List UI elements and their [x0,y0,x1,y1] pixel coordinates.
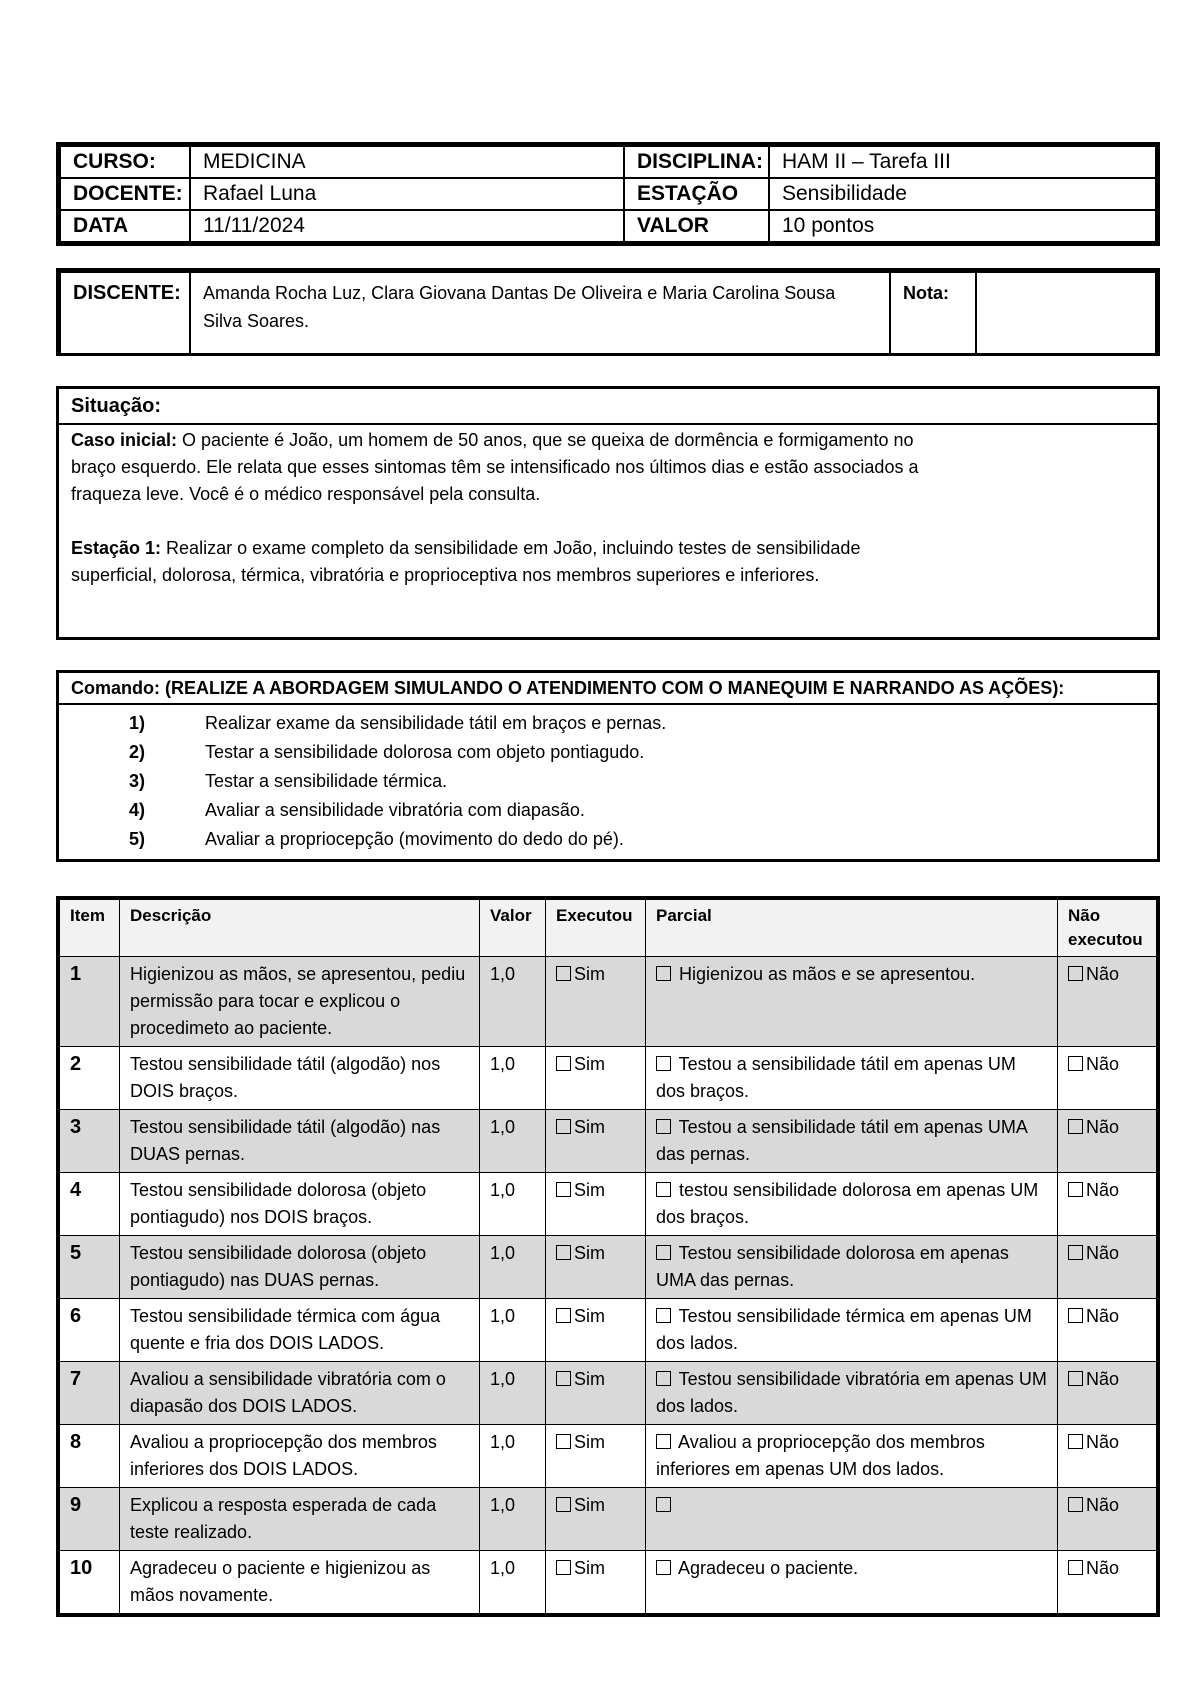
row-partial [646,1047,1058,1110]
partial-checkbox[interactable] [656,1308,671,1323]
row-not-executed [1058,1173,1157,1236]
command-box [56,670,1160,862]
executed-checkbox-label: Sim [574,1117,605,1137]
executed-checkbox[interactable] [556,1560,571,1575]
not-executed-checkbox[interactable] [1068,966,1083,981]
row-description: Testou sensibilidade dolorosa (objeto pontiagudo) nas DUAS pernas. [120,1236,480,1299]
not-executed-checkbox-label: Não [1086,1243,1120,1263]
command-item-text: Testar a sensibilidade dolorosa com objeto pontiagudo. [205,742,645,762]
row-partial [646,1299,1058,1362]
not-executed-checkbox-label: Não [1086,1180,1120,1200]
row-executed [546,1047,646,1110]
executed-checkbox-label: Sim [574,1243,605,1263]
not-executed-checkbox[interactable] [1068,1434,1083,1449]
row-description: Testou sensibilidade térmica com água quente e fria dos DOIS LADOS. [120,1299,480,1362]
row-not-executed [1058,1299,1157,1362]
executed-checkbox-label: Sim [574,1495,605,1515]
executed-checkbox-label: Sim [574,1558,605,1578]
date-label: DATA [60,210,190,242]
value-label: VALOR [624,210,769,242]
not-executed-checkbox-label: Não [1086,1432,1120,1452]
station-paragraph [71,535,951,589]
executed-checkbox-label: Sim [574,1306,605,1326]
row-not-executed [1058,1236,1157,1299]
row-item: 8 [60,1425,120,1488]
table-row [60,1362,1157,1425]
command-item-number: 2) [128,742,145,762]
not-executed-checkbox-label: Não [1086,1369,1120,1389]
row-item: 6 [60,1299,120,1362]
executed-checkbox[interactable] [556,1245,571,1260]
row-item: 2 [60,1047,120,1110]
case-label: Caso inicial: [71,430,178,450]
row-description: Testou sensibilidade tátil (algodão) nas DUAS pernas. [120,1110,480,1173]
discipline-label: DISCIPLINA: [624,146,769,178]
executed-checkbox[interactable] [556,1497,571,1512]
executed-checkbox-label: Sim [574,1180,605,1200]
grade-field[interactable] [976,272,1156,354]
partial-checkbox[interactable] [656,966,671,981]
partial-checkbox[interactable] [656,1245,671,1260]
partial-checkbox-label: Avaliou a propriocepção dos membros inferiores em apenas UM dos lados. [656,1432,985,1479]
header-not-executed: Não executou [1058,900,1157,957]
command-item-number: 1) [128,713,145,733]
partial-checkbox-label: Testou sensibilidade térmica em apenas UM dos lados. [656,1306,1032,1353]
row-not-executed [1058,1425,1157,1488]
not-executed-checkbox-label: Não [1086,1117,1120,1137]
row-description: Avaliou a sensibilidade vibratória com o diapasão dos DOIS LADOS. [120,1362,480,1425]
table-row [60,957,1157,1047]
command-item-text: Realizar exame da sensibilidade tátil em braços e pernas. [205,713,667,733]
station1-text: Realizar o exame completo da sensibilidade em João, incluindo testes de sensibilidade superficial, dolorosa, térmica, vibratória e proprioceptiva nos membros superiores e inferiores. [71,538,861,585]
not-executed-checkbox-label: Não [1086,1495,1120,1515]
row-value: 1,0 [480,1173,546,1236]
partial-checkbox[interactable] [656,1056,671,1071]
not-executed-checkbox[interactable] [1068,1245,1083,1260]
row-not-executed [1058,1488,1157,1551]
row-value: 1,0 [480,1047,546,1110]
row-description: Testou sensibilidade tátil (algodão) nos DOIS braços. [120,1047,480,1110]
executed-checkbox[interactable] [556,1308,571,1323]
course-value: MEDICINA [190,146,624,178]
row-executed [546,1299,646,1362]
executed-checkbox[interactable] [556,1182,571,1197]
row-not-executed [1058,1110,1157,1173]
grade-label: Nota: [890,272,976,354]
command-list [59,709,1157,854]
row-item: 1 [60,957,120,1047]
student-names: Amanda Rocha Luz, Clara Giovana Dantas De Oliveira e Maria Carolina Sousa Silva Soares. [190,272,890,354]
row-description: Avaliou a propriocepção dos membros inferiores dos DOIS LADOS. [120,1425,480,1488]
row-executed [546,1488,646,1551]
not-executed-checkbox[interactable] [1068,1497,1083,1512]
not-executed-checkbox[interactable] [1068,1308,1083,1323]
situation-title: Situação: [59,389,1157,425]
student-table [56,268,1160,356]
command-item [59,796,1157,825]
row-partial [646,957,1058,1047]
partial-checkbox[interactable] [656,1560,671,1575]
row-executed [546,1551,646,1614]
row-value: 1,0 [480,1425,546,1488]
row-not-executed [1058,1551,1157,1614]
row-item: 3 [60,1110,120,1173]
table-row [60,1299,1157,1362]
header-table [56,142,1160,246]
partial-checkbox[interactable] [656,1434,671,1449]
teacher-value: Rafael Luna [190,178,624,210]
partial-checkbox-label: Testou a sensibilidade tátil em apenas UM dos braços. [656,1054,1016,1101]
row-value: 1,0 [480,957,546,1047]
row-executed [546,1173,646,1236]
not-executed-checkbox[interactable] [1068,1560,1083,1575]
command-item [59,767,1157,796]
partial-checkbox-label: testou sensibilidade dolorosa em apenas UM dos braços. [656,1180,1039,1227]
command-item-text: Avaliar a propriocepção (movimento do dedo do pé). [205,829,624,849]
partial-checkbox-label: Testou a sensibilidade tátil em apenas UMA das pernas. [656,1117,1027,1164]
situation-box [56,386,1160,640]
row-value: 1,0 [480,1299,546,1362]
date-value: 11/11/2024 [190,210,624,242]
header-executed: Executou [546,900,646,957]
value-value: 10 pontos [769,210,1156,242]
partial-checkbox[interactable] [656,1371,671,1386]
executed-checkbox-label: Sim [574,1369,605,1389]
row-item: 9 [60,1488,120,1551]
partial-checkbox-label: Higienizou as mãos e se apresentou. [674,964,976,984]
not-executed-checkbox-label: Não [1086,1558,1120,1578]
station-label: ESTAÇÃO [624,178,769,210]
not-executed-checkbox[interactable] [1068,1119,1083,1134]
row-not-executed [1058,1362,1157,1425]
not-executed-checkbox[interactable] [1068,1056,1083,1071]
command-item [59,709,1157,738]
table-row [60,1488,1157,1551]
not-executed-checkbox-label: Não [1086,1054,1120,1074]
row-partial [646,1425,1058,1488]
header-partial: Parcial [646,900,1058,957]
command-item-number: 3) [128,771,145,791]
row-description: Testou sensibilidade dolorosa (objeto pontiagudo) nos DOIS braços. [120,1173,480,1236]
header-item: Item [60,900,120,957]
not-executed-checkbox-label: Não [1086,964,1120,984]
table-row [60,1047,1157,1110]
not-executed-checkbox[interactable] [1068,1371,1083,1386]
executed-checkbox[interactable] [556,1434,571,1449]
student-label: DISCENTE: [60,272,190,354]
header-value: Valor [480,900,546,957]
partial-checkbox[interactable] [656,1182,671,1197]
row-executed [546,1236,646,1299]
not-executed-checkbox-label: Não [1086,1306,1120,1326]
partial-checkbox-label: Testou sensibilidade dolorosa em apenas UMA das pernas. [656,1243,1009,1290]
row-executed [546,1425,646,1488]
checklist-header-row [60,900,1157,957]
case-text: O paciente é João, um homem de 50 anos, que se queixa de dormência e formigamento no braço esquerdo. Ele relata que esses sintomas têm se intensificado nos últimos dias e estão associados a fraqueza leve. Você é o médico responsável pela consulta. [71,430,919,504]
executed-checkbox[interactable] [556,1371,571,1386]
command-item-number: 5) [128,829,145,849]
not-executed-checkbox[interactable] [1068,1182,1083,1197]
row-value: 1,0 [480,1236,546,1299]
situation-body [59,425,963,591]
table-row [60,1236,1157,1299]
row-value: 1,0 [480,1362,546,1425]
executed-checkbox[interactable] [556,1119,571,1134]
table-row [60,1425,1157,1488]
partial-checkbox-label: Agradeceu o paciente. [674,1558,859,1578]
command-item [59,738,1157,767]
row-item: 7 [60,1362,120,1425]
row-value: 1,0 [480,1110,546,1173]
course-label: CURSO: [60,146,190,178]
discipline-value: HAM II – Tarefa III [769,146,1156,178]
station1-label: Estação 1: [71,538,162,558]
partial-checkbox-label: Testou sensibilidade vibratória em apenas UM dos lados. [656,1369,1047,1416]
row-executed [546,1110,646,1173]
row-partial [646,1173,1058,1236]
row-partial [646,1551,1058,1614]
row-item: 5 [60,1236,120,1299]
row-description: Higienizou as mãos, se apresentou, pediu permissão para tocar e explicou o procedimeto ao paciente. [120,957,480,1047]
executed-checkbox-label: Sim [574,1054,605,1074]
station-value: Sensibilidade [769,178,1156,210]
executed-checkbox[interactable] [556,1056,571,1071]
table-row [60,1110,1157,1173]
row-not-executed [1058,1047,1157,1110]
table-row [60,1551,1157,1614]
row-partial [646,1236,1058,1299]
row-partial [646,1110,1058,1173]
case-paragraph [71,427,951,508]
row-item: 4 [60,1173,120,1236]
row-not-executed [1058,957,1157,1047]
partial-checkbox[interactable] [656,1119,671,1134]
executed-checkbox-label: Sim [574,964,605,984]
row-executed [546,1362,646,1425]
executed-checkbox-label: Sim [574,1432,605,1452]
partial-checkbox[interactable] [656,1497,671,1512]
row-value: 1,0 [480,1488,546,1551]
command-item [59,825,1157,854]
row-description: Agradeceu o paciente e higienizou as mãos novamente. [120,1551,480,1614]
command-item-text: Testar a sensibilidade térmica. [205,771,448,791]
checklist-table [56,896,1160,1617]
header-description: Descrição [120,900,480,957]
row-partial [646,1362,1058,1425]
command-item-number: 4) [128,800,145,820]
teacher-label: DOCENTE: [60,178,190,210]
row-item: 10 [60,1551,120,1614]
command-item-text: Avaliar a sensibilidade vibratória com diapasão. [205,800,585,820]
row-executed [546,957,646,1047]
executed-checkbox[interactable] [556,966,571,981]
command-title: Comando: (REALIZE A ABORDAGEM SIMULANDO O ATENDIMENTO COM O MANEQUIM E NARRANDO AS AÇÕES): [59,673,1157,705]
table-row [60,1173,1157,1236]
row-value: 1,0 [480,1551,546,1614]
row-description: Explicou a resposta esperada de cada teste realizado. [120,1488,480,1551]
row-partial [646,1488,1058,1551]
